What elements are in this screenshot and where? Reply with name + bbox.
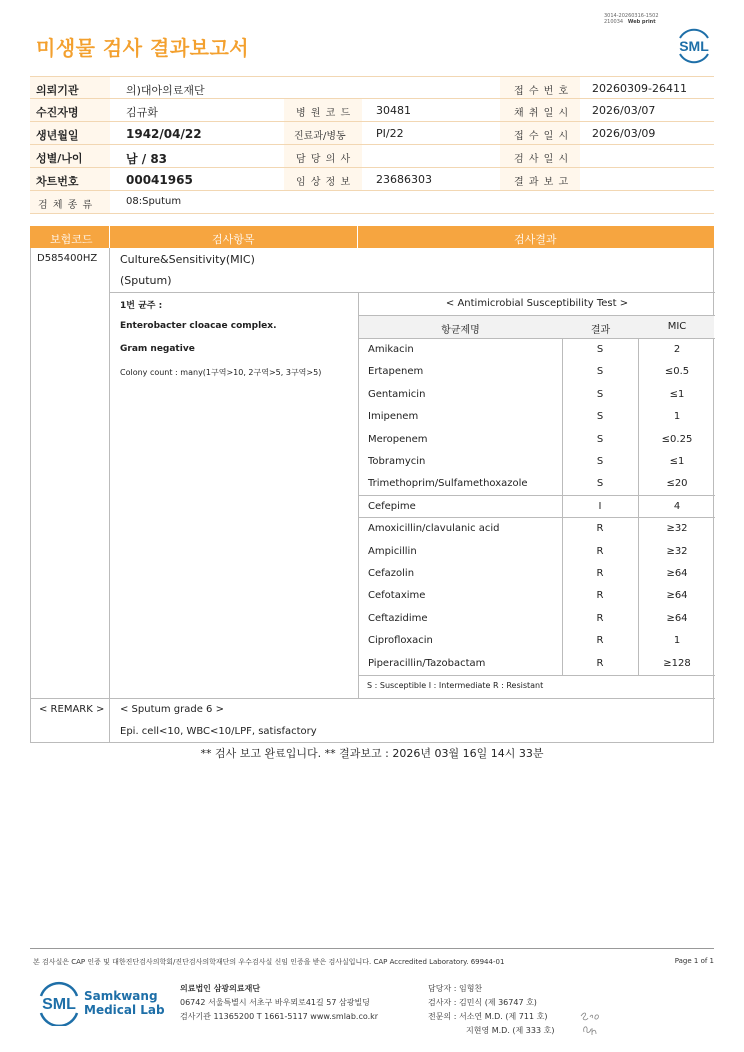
dept-label: 진료과/병동 — [294, 131, 346, 142]
chart-value: 00041965 — [126, 173, 193, 187]
staff-specialist1: 전문의 : 서소연 M.D. (제 711 호) — [428, 1012, 548, 1021]
ast-mic: 2 — [673, 344, 681, 355]
info-row — [30, 76, 714, 99]
ast-drug-name: Piperacillin/Tazobactam — [368, 657, 486, 669]
col-result-header: 검사결과 — [514, 233, 557, 246]
ast-drug-name: Tobramycin — [368, 456, 426, 467]
collect-date-value: 2026/03/07 — [592, 104, 656, 117]
report-code-line1: 3014-20260316-1502 — [604, 13, 659, 19]
report-code — [604, 13, 659, 25]
ast-mic: ≤0.5 — [664, 366, 690, 378]
web-print-label: Web print — [627, 19, 656, 25]
ast-col-mic: MIC — [667, 321, 687, 332]
ast-result: S — [596, 344, 604, 355]
org-name: 의료법인 삼광의료재단 — [180, 984, 261, 993]
ast-mic: 1 — [673, 411, 681, 423]
hosp-code-value: 30481 — [376, 104, 411, 117]
staff-tester: 검사자 : 김민식 (제 36747 호) — [428, 998, 537, 1007]
organism-header: 1번 균주 : — [120, 301, 163, 311]
birth-value: 1942/04/22 — [126, 127, 202, 141]
ast-drug-name: Trimethoprim/Sulfamethoxazole — [368, 478, 528, 490]
info-row — [30, 122, 714, 145]
sml-logo-icon — [674, 24, 714, 64]
report-label: 결 과 보 고 — [514, 177, 570, 188]
gram-stain: Gram negative — [120, 344, 195, 354]
dept-value: PI/22 — [376, 127, 404, 140]
completion-message: ** 검사 보고 완료입니다. ** 결과보고 : 2026년 03월 16일 14시 33분 — [200, 747, 544, 760]
signature-icon — [578, 1008, 608, 1038]
page-number: Page 1 of 1 — [674, 957, 714, 965]
sexage-value: 남 / 83 — [126, 152, 168, 166]
sexage-label: 성별/나이 — [36, 152, 83, 165]
ast-result: S — [596, 433, 604, 445]
info-row — [30, 99, 714, 122]
ast-col-result: 결과 — [590, 325, 611, 336]
brand-line2: Medical Lab — [84, 1003, 165, 1017]
ast-drug-name: Imipenem — [368, 411, 419, 423]
ast-mic: ≥64 — [666, 568, 688, 579]
report-code-line2: 210034 — [604, 19, 624, 25]
ast-mic: ≤1 — [669, 388, 685, 400]
ast-drug-name: Cefepime — [368, 500, 416, 512]
ast-drug-name: Amikacin — [368, 344, 414, 355]
samkwang-logo-text: SML — [42, 996, 76, 1013]
page-title: 미생물 검사 결과보고서 — [36, 36, 250, 60]
footer-divider — [30, 948, 714, 949]
ast-result: S — [596, 456, 604, 467]
ast-result: S — [596, 388, 604, 400]
specimen-label: 검 체 종 류 — [38, 200, 94, 211]
ast-result: R — [596, 590, 604, 602]
ast-mic: ≤0.25 — [661, 433, 693, 445]
patient-info — [30, 76, 714, 214]
info-row — [30, 145, 714, 168]
footer-accreditation-note: 본 검사실은 CAP 인증 및 대한진단검사의학회/진단검사의학재단의 우수검사실 신임 인증을 받은 검사실입니다. CAP Accredited Laboratory. 69944-01 — [33, 958, 505, 966]
ast-result: S — [596, 366, 604, 378]
receipt-date-label: 접 수 일 시 — [514, 131, 570, 142]
ast-result: S — [596, 478, 604, 490]
ast-drug-name: Ciprofloxacin — [368, 635, 433, 647]
ast-result: R — [596, 612, 604, 624]
ast-result: R — [596, 523, 604, 535]
doctor-label: 담 당 의 사 — [296, 154, 352, 165]
chart-label: 차트번호 — [36, 175, 79, 188]
ast-result: R — [596, 568, 604, 579]
ast-drug-name: Cefazolin — [368, 568, 415, 579]
brand-line1: Samkwang — [84, 989, 158, 1003]
ast-drug-name: Meropenem — [368, 433, 428, 445]
receipt-no-label: 접 수 번 호 — [514, 86, 570, 97]
test-item-name: Culture&Sensitivity(MIC) — [120, 253, 255, 266]
ast-mic: ≥32 — [666, 523, 688, 535]
ast-result: R — [596, 545, 604, 557]
info-row — [30, 168, 714, 191]
ast-mic: ≥32 — [666, 545, 688, 557]
ast-drug-name: Cefotaxime — [368, 590, 426, 602]
sml-logo-text: SML — [679, 38, 709, 54]
ast-mic: ≥64 — [666, 612, 688, 624]
ast-result: R — [596, 635, 604, 647]
ast-result: I — [598, 500, 602, 512]
samkwang-logo-icon — [36, 980, 82, 1026]
hosp-code-label: 병 원 코 드 — [296, 108, 352, 119]
org-contact: 검사기관 11365200 T 1661-5117 www.smlab.co.kr — [180, 1012, 379, 1021]
ast-mic: 1 — [673, 635, 681, 647]
collect-date-label: 채 취 일 시 — [514, 108, 570, 119]
colony-count: Colony count : many(1구역>10, 2구역>5, 3구역>5) — [120, 368, 322, 377]
ast-drug-name: Ceftazidime — [368, 612, 428, 624]
info-row — [30, 191, 714, 214]
staff-specialist2: 지현영 M.D. (제 333 호) — [466, 1026, 555, 1035]
receipt-no-value: 20260309-26411 — [592, 82, 687, 95]
req-org-value: 의)대아의료재단 — [126, 84, 205, 97]
footer-org-info — [180, 982, 378, 1024]
remark-line2: Epi. cell<10, WBC<10/LPF, satisfactory — [120, 726, 317, 737]
ast-title: < Antimicrobial Susceptibility Test > — [445, 298, 629, 309]
result-table-header — [30, 226, 714, 248]
ast-mic: ≥64 — [666, 590, 688, 602]
col-code-header: 보험코드 — [50, 233, 93, 246]
insurance-code: D585400HZ — [37, 253, 98, 264]
remark-line1: < Sputum grade 6 > — [120, 704, 224, 715]
test-item-specimen: (Sputum) — [120, 274, 172, 287]
receipt-date-value: 2026/03/09 — [592, 127, 656, 140]
ast-result: S — [596, 411, 604, 423]
ast-col-drug: 항균제명 — [441, 325, 480, 336]
ast-drug-name: Gentamicin — [368, 388, 426, 400]
ast-mic: ≤20 — [666, 478, 688, 490]
staff-manager: 담당자 : 임형찬 — [428, 984, 483, 993]
remark-label: < REMARK > — [39, 704, 105, 715]
org-address: 06742 서울특별시 서초구 바우뫼로41길 57 삼광빌딩 — [180, 998, 370, 1007]
test-date-label: 검 사 일 시 — [514, 154, 570, 165]
col-item-header: 검사항목 — [212, 233, 255, 246]
organism-name: Enterobacter cloacae complex. — [120, 321, 277, 331]
ast-mic: 4 — [673, 500, 681, 512]
birth-label: 생년월일 — [36, 129, 79, 142]
specimen-value: 08:Sputum — [126, 196, 182, 207]
footer-brand — [84, 989, 165, 1017]
clinical-value: 23686303 — [376, 173, 432, 186]
patient-value: 김규화 — [126, 106, 158, 119]
clinical-label: 임 상 정 보 — [296, 177, 352, 188]
result-table — [30, 248, 714, 743]
patient-label: 수진자명 — [36, 106, 79, 119]
ast-result: R — [596, 657, 604, 669]
ast-drug-name: Ampicillin — [368, 545, 417, 557]
ast-legend: S : Susceptible I : Intermediate R : Resistant — [367, 681, 544, 690]
footer-staff — [428, 982, 554, 1038]
ast-drug-name: Amoxicillin/clavulanic acid — [368, 523, 500, 535]
req-org-label: 의뢰기관 — [36, 84, 79, 97]
ast-mic: ≤1 — [669, 456, 685, 467]
ast-drug-name: Ertapenem — [368, 366, 424, 378]
ast-mic: ≥128 — [663, 657, 691, 669]
